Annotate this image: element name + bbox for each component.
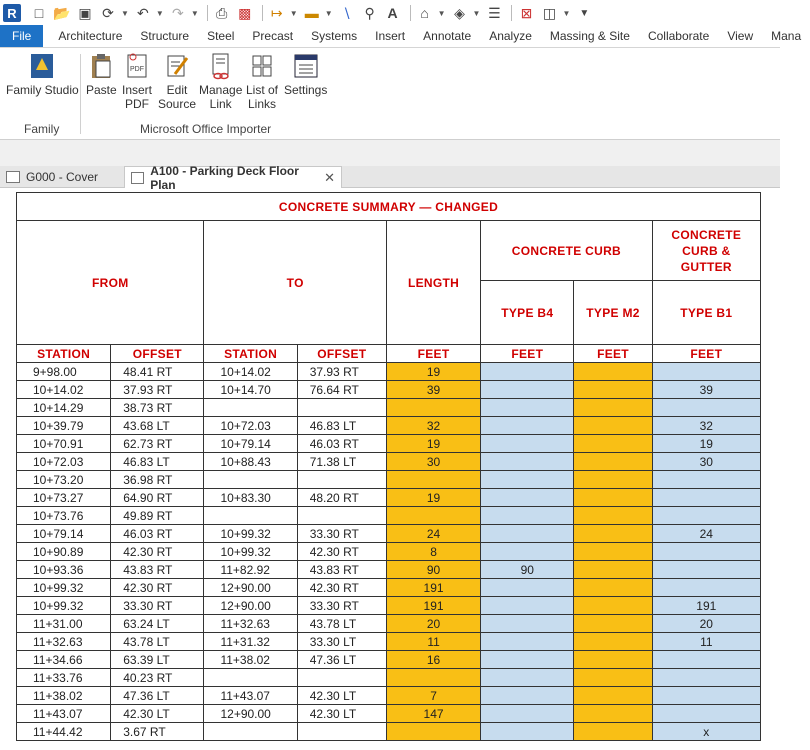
type-m2-cell[interactable] [574,705,652,723]
to-station-cell[interactable]: 12+90.00 [204,597,297,615]
type-b1-cell[interactable]: 11 [652,633,760,651]
save-icon[interactable]: ▣ [78,4,92,21]
from-offset-cell[interactable]: 40.23 RT [111,669,204,687]
to-station-cell[interactable]: 10+14.70 [204,381,297,399]
from-station-cell[interactable]: 10+73.27 [17,489,111,507]
to-station-cell[interactable] [204,399,297,417]
from-station-cell[interactable]: 10+90.89 [17,543,111,561]
length-cell[interactable]: 90 [386,561,480,579]
from-station-cell[interactable]: 10+93.36 [17,561,111,579]
tab-architecture[interactable]: Architecture [58,29,123,43]
from-offset-cell[interactable]: 48.41 RT [111,363,204,381]
length-cell[interactable]: 20 [386,615,480,633]
to-offset-cell[interactable] [297,399,386,417]
table-row[interactable] [17,507,761,525]
to-station-cell[interactable]: 11+32.63 [204,615,297,633]
table-row[interactable] [17,633,761,651]
paste-label: Paste [86,83,117,97]
type-m2-cell[interactable] [574,363,652,381]
view3d-icon[interactable]: ⌂ [420,5,429,21]
tag-icon[interactable]: ⚲ [364,4,375,21]
from-offset-cell[interactable]: 43.68 LT [111,417,204,435]
table-row[interactable] [17,669,761,687]
document-tabs [0,163,780,192]
to-offset-cell[interactable]: 33.30 RT [297,597,386,615]
from-station-cell[interactable]: 10+99.32 [17,597,111,615]
type-b4-cell[interactable] [481,489,574,507]
to-station-cell[interactable]: 10+88.43 [204,453,297,471]
type-b1-cell[interactable] [652,561,760,579]
type-m2-cell[interactable] [574,687,652,705]
type-b4-cell[interactable] [481,417,574,435]
length-cell[interactable] [386,471,480,489]
from-station-cell[interactable]: 11+33.76 [17,669,111,687]
to-station-cell[interactable]: 11+82.92 [204,561,297,579]
line-icon[interactable]: ∖ [342,4,352,21]
header-concrete-curb: CONCRETE CURB [481,221,652,281]
table-row[interactable] [17,579,761,597]
manage-link-icon [207,52,235,80]
schedule-title: CONCRETE SUMMARY — CHANGED [17,193,761,221]
type-m2-cell[interactable] [574,669,652,687]
sheet-icon [6,171,20,183]
type-b4-cell[interactable] [481,705,574,723]
redo-icon[interactable]: ↷ [171,4,184,21]
to-station-cell[interactable]: 10+99.32 [204,525,297,543]
col-to-station: STATION [204,345,297,363]
from-station-cell[interactable]: 11+32.63 [17,633,111,651]
open-icon[interactable]: 📂 [53,4,71,21]
from-offset-cell[interactable]: 43.83 RT [111,561,204,579]
table-row[interactable] [17,597,761,615]
ribbon-panel [0,48,780,140]
type-b1-cell[interactable]: x [652,723,760,741]
type-b1-cell[interactable]: 19 [652,435,760,453]
edit-source-icon [163,52,191,80]
length-cell[interactable]: 8 [386,543,480,561]
header-from: FROM [17,221,204,345]
undo-icon[interactable]: ↶ [137,4,149,21]
from-offset-cell[interactable]: 46.03 RT [111,525,204,543]
type-b1-cell[interactable]: 20 [652,615,760,633]
type-b4-cell[interactable] [481,597,574,615]
type-b4-cell[interactable] [481,687,574,705]
type-m2-cell[interactable] [574,435,652,453]
insert-pdf-button[interactable] [122,52,152,111]
type-m2-cell[interactable] [574,399,652,417]
type-b1-cell[interactable]: 30 [652,453,760,471]
type-m2-cell[interactable] [574,615,652,633]
from-offset-cell[interactable]: 38.73 RT [111,399,204,417]
length-cell[interactable]: 191 [386,597,480,615]
print-icon[interactable]: ⎙ [216,4,228,21]
schedule-rows [17,363,761,741]
to-offset-cell[interactable]: 48.20 RT [297,489,386,507]
export-icon[interactable]: ▩ [238,4,252,21]
from-offset-cell[interactable]: 47.36 LT [111,687,204,705]
from-offset-cell[interactable]: 42.30 RT [111,579,204,597]
from-station-cell[interactable]: 10+72.03 [17,453,111,471]
undo-dropdown-icon[interactable]: ▼ [155,8,164,18]
table-row[interactable] [17,723,761,741]
length-cell[interactable]: 7 [386,687,480,705]
length-cell[interactable]: 39 [386,381,480,399]
type-b1-cell[interactable] [652,579,760,597]
length-cell[interactable]: 19 [386,363,480,381]
from-station-cell[interactable]: 10+79.14 [17,525,111,543]
from-offset-cell[interactable]: 63.39 LT [111,651,204,669]
from-offset-cell[interactable]: 64.90 RT [111,489,204,507]
table-row[interactable] [17,687,761,705]
type-b4-cell[interactable] [481,579,574,597]
svg-text:PDF: PDF [130,66,144,73]
paste-button[interactable] [86,52,117,97]
to-offset-cell[interactable] [297,471,386,489]
type-m2-cell[interactable] [574,381,652,399]
from-offset-cell[interactable]: 42.30 RT [111,543,204,561]
from-station-cell[interactable]: 10+73.20 [17,471,111,489]
type-b1-cell[interactable] [652,705,760,723]
tab-file[interactable]: File [0,25,43,47]
edit-source-label: Edit Source [158,83,197,111]
view-background [0,140,780,166]
to-station-cell[interactable]: 10+79.14 [204,435,297,453]
header-length: LENGTH [386,221,480,345]
redo-dropdown-icon[interactable]: ▼ [190,8,199,18]
manage-link-button[interactable] [199,52,242,111]
sheet-icon [131,172,144,184]
to-station-cell[interactable] [204,471,297,489]
from-station-cell[interactable]: 10+39.79 [17,417,111,435]
length-cell[interactable]: 19 [386,489,480,507]
list-of-links-icon [248,52,276,80]
measure-dropdown-icon[interactable]: ▼ [289,8,298,18]
doc-tab-cover[interactable] [0,166,118,188]
table-row[interactable] [17,453,761,471]
to-station-cell[interactable]: 10+99.32 [204,543,297,561]
length-cell[interactable]: 32 [386,417,480,435]
manage-link-label: Manage Link [199,83,243,111]
toolbar-separator [410,5,411,21]
family-studio-icon [28,52,56,80]
toolbar-separator [262,5,263,21]
type-b4-cell[interactable] [481,507,574,525]
type-b1-cell[interactable] [652,543,760,561]
tab-manage[interactable]: Mana [771,29,802,43]
doc-tab-label: G000 - Cover [26,170,99,184]
type-b1-cell[interactable] [652,669,760,687]
doc-tab-label: A100 - Parking Deck Floor Plan [150,163,299,192]
length-cell[interactable] [386,507,480,525]
from-station-cell[interactable]: 11+38.02 [17,687,111,705]
edit-source-button[interactable] [158,52,196,111]
tab-steel[interactable]: Steel [207,29,235,43]
length-cell[interactable] [386,399,480,417]
settings-label: Settings [284,83,328,97]
to-station-cell[interactable]: 11+43.07 [204,687,297,705]
tab-structure[interactable]: Structure [140,29,190,43]
type-b1-cell[interactable]: 191 [652,597,760,615]
col-to-offset: OFFSET [297,345,386,363]
table-row[interactable] [17,651,761,669]
to-offset-cell[interactable]: 71.38 LT [297,453,386,471]
to-offset-cell[interactable]: 37.93 RT [297,363,386,381]
revit-logo-icon[interactable]: R [3,4,21,22]
panel-separator [80,54,81,134]
concrete-summary-schedule [16,192,761,741]
to-offset-cell[interactable]: 33.30 LT [297,633,386,651]
tab-massing-site[interactable]: Massing & Site [549,29,630,43]
col-from-station: STATION [17,345,111,363]
sync-icon[interactable]: ⟳ [102,4,114,21]
type-b1-cell[interactable] [652,489,760,507]
to-offset-cell[interactable]: 46.83 LT [297,417,386,435]
length-cell[interactable] [386,669,480,687]
type-b1-cell[interactable] [652,471,760,489]
table-row[interactable] [17,363,761,381]
type-m2-cell[interactable] [574,579,652,597]
table-row[interactable] [17,471,761,489]
from-station-cell[interactable]: 9+98.00 [17,363,111,381]
col-b4-feet: FEET [481,345,574,363]
type-b4-cell[interactable] [481,363,574,381]
type-b4-cell[interactable] [481,669,574,687]
to-station-cell[interactable]: 12+90.00 [204,705,297,723]
to-offset-cell[interactable]: 43.83 RT [297,561,386,579]
type-m2-cell[interactable] [574,651,652,669]
office-importer-panel-label: Microsoft Office Importer [140,122,272,136]
length-cell[interactable]: 147 [386,705,480,723]
sync-dropdown-icon[interactable]: ▼ [121,8,129,18]
from-station-cell[interactable]: 11+31.00 [17,615,111,633]
type-b1-cell[interactable] [652,399,760,417]
type-b1-cell[interactable] [652,651,760,669]
doc-tab-floor-plan[interactable] [124,163,342,192]
type-b1-cell[interactable]: 32 [652,417,760,435]
tab-precast[interactable]: Precast [252,29,294,43]
type-m2-cell[interactable] [574,723,652,741]
from-station-cell[interactable]: 10+14.29 [17,399,111,417]
switch-windows-dropdown-icon[interactable]: ▼ [562,8,571,18]
header-type-m2: TYPE M2 [574,281,652,345]
to-offset-cell[interactable]: 42.30 RT [297,543,386,561]
text-icon[interactable]: A [387,5,398,21]
col-b1-feet: FEET [652,345,760,363]
to-station-cell[interactable]: 10+83.30 [204,489,297,507]
type-b1-cell[interactable] [652,687,760,705]
family-panel-label: Family [24,122,60,136]
type-b4-cell[interactable] [481,471,574,489]
quick-access-toolbar [0,0,780,26]
from-offset-cell[interactable]: 33.30 RT [111,597,204,615]
table-row[interactable] [17,543,761,561]
family-studio-button[interactable] [6,52,79,97]
table-row[interactable] [17,615,761,633]
view3d-dropdown-icon[interactable]: ▼ [437,8,446,18]
switch-windows-icon[interactable]: ◫ [542,4,557,21]
list-of-links-label: List of Links [246,83,279,111]
from-station-cell[interactable]: 10+99.32 [17,579,111,597]
to-station-cell[interactable]: 10+72.03 [204,417,297,435]
col-length-feet: FEET [386,345,480,363]
pin-dropdown-icon[interactable]: ▼ [472,8,481,18]
type-b1-cell[interactable] [652,507,760,525]
settings-icon [292,52,320,80]
table-row[interactable] [17,489,761,507]
paste-icon [87,52,115,80]
close-views-icon[interactable]: ⊠ [520,4,533,21]
header-type-b4: TYPE B4 [481,281,574,345]
type-b1-cell[interactable] [652,363,760,381]
table-row[interactable] [17,417,761,435]
to-offset-cell[interactable]: 76.64 RT [297,381,386,399]
length-cell[interactable] [386,723,480,741]
from-offset-cell[interactable]: 43.78 LT [111,633,204,651]
table-row[interactable] [17,705,761,723]
type-b4-cell[interactable] [481,453,574,471]
length-cell[interactable]: 191 [386,579,480,597]
col-from-offset: OFFSET [111,345,204,363]
type-b4-cell[interactable] [481,435,574,453]
type-m2-cell[interactable] [574,453,652,471]
ribbon-tabs [0,26,802,48]
from-station-cell[interactable]: 10+14.02 [17,381,111,399]
to-offset-cell[interactable]: 46.03 RT [297,435,386,453]
close-icon[interactable]: ✕ [324,169,335,185]
home-icon[interactable]: □ [34,5,44,21]
type-m2-cell[interactable] [574,489,652,507]
from-offset-cell[interactable]: 62.73 RT [111,435,204,453]
type-m2-cell[interactable] [574,525,652,543]
tab-annotate[interactable]: Annotate [423,29,472,43]
list-of-links-button[interactable] [246,52,278,111]
from-station-cell[interactable]: 10+70.91 [17,435,111,453]
pin-icon[interactable]: ◈ [454,4,465,21]
length-cell[interactable]: 30 [386,453,480,471]
to-offset-cell[interactable]: 42.30 RT [297,579,386,597]
type-m2-cell[interactable] [574,633,652,651]
tab-view[interactable]: View [727,29,754,43]
measure-icon[interactable]: ↦ [270,4,283,21]
type-m2-cell[interactable] [574,417,652,435]
length-cell[interactable]: 11 [386,633,480,651]
table-row[interactable] [17,525,761,543]
table-row[interactable] [17,399,761,417]
to-station-cell[interactable]: 12+90.00 [204,579,297,597]
to-offset-cell[interactable]: 42.30 LT [297,705,386,723]
type-b4-cell[interactable] [481,381,574,399]
table-row[interactable] [17,435,761,453]
to-station-cell[interactable]: 10+14.02 [204,363,297,381]
table-row[interactable] [17,561,761,579]
header-curb-gutter: CONCRETE CURB & GUTTER [652,221,760,281]
from-station-cell[interactable]: 10+73.76 [17,507,111,525]
from-station-cell[interactable]: 11+44.42 [17,723,111,741]
type-m2-cell[interactable] [574,543,652,561]
header-type-b1: TYPE B1 [652,281,760,345]
type-m2-cell[interactable] [574,597,652,615]
to-offset-cell[interactable] [297,669,386,687]
type-b1-cell[interactable]: 24 [652,525,760,543]
to-station-cell[interactable] [204,723,297,741]
from-offset-cell[interactable]: 3.67 RT [111,723,204,741]
to-station-cell[interactable]: 11+31.32 [204,633,297,651]
toolbar-separator [207,5,208,21]
to-offset-cell[interactable]: 43.78 LT [297,615,386,633]
to-offset-cell[interactable] [297,507,386,525]
type-b4-cell[interactable] [481,723,574,741]
length-cell[interactable]: 16 [386,651,480,669]
insert-pdf-label: Insert PDF [122,83,153,111]
to-offset-cell[interactable]: 33.30 RT [297,525,386,543]
insert-pdf-icon [123,52,151,80]
from-offset-cell[interactable]: 37.93 RT [111,381,204,399]
from-offset-cell[interactable]: 63.24 LT [111,615,204,633]
family-studio-label: Family Studio [6,83,79,97]
from-offset-cell[interactable]: 42.30 LT [111,705,204,723]
header-to: TO [204,221,386,345]
type-m2-cell[interactable] [574,471,652,489]
type-b4-cell[interactable]: 90 [481,561,574,579]
tab-systems[interactable]: Systems [311,29,358,43]
type-b4-cell[interactable] [481,399,574,417]
type-b4-cell[interactable] [481,633,574,651]
to-station-cell[interactable] [204,669,297,687]
col-m2-feet: FEET [574,345,652,363]
from-offset-cell[interactable]: 49.89 RT [111,507,204,525]
from-offset-cell[interactable]: 46.83 LT [111,453,204,471]
type-b4-cell[interactable] [481,651,574,669]
length-cell[interactable]: 24 [386,525,480,543]
table-row[interactable] [17,381,761,399]
toolbar-separator [511,5,512,21]
type-b4-cell[interactable] [481,525,574,543]
to-station-cell[interactable]: 11+38.02 [204,651,297,669]
type-b1-cell[interactable]: 39 [652,381,760,399]
tab-insert[interactable]: Insert [375,29,406,43]
type-m2-cell[interactable] [574,507,652,525]
to-offset-cell[interactable] [297,723,386,741]
type-m2-cell[interactable] [574,561,652,579]
from-station-cell[interactable]: 11+34.66 [17,651,111,669]
length-cell[interactable]: 19 [386,435,480,453]
properties-icon[interactable]: ☰ [488,4,501,21]
settings-button[interactable] [284,52,327,97]
wall-dropdown-icon[interactable]: ▼ [324,8,333,18]
type-b4-cell[interactable] [481,543,574,561]
to-offset-cell[interactable]: 42.30 LT [297,687,386,705]
tab-collaborate[interactable]: Collaborate [647,29,710,43]
from-station-cell[interactable]: 11+43.07 [17,705,111,723]
tab-analyze[interactable]: Analyze [489,29,532,43]
wall-icon[interactable]: ▬ [304,5,319,21]
to-station-cell[interactable] [204,507,297,525]
to-offset-cell[interactable]: 47.36 LT [297,651,386,669]
type-b4-cell[interactable] [481,615,574,633]
from-offset-cell[interactable]: 36.98 RT [111,471,204,489]
customize-icon[interactable]: ▼ [579,7,590,19]
